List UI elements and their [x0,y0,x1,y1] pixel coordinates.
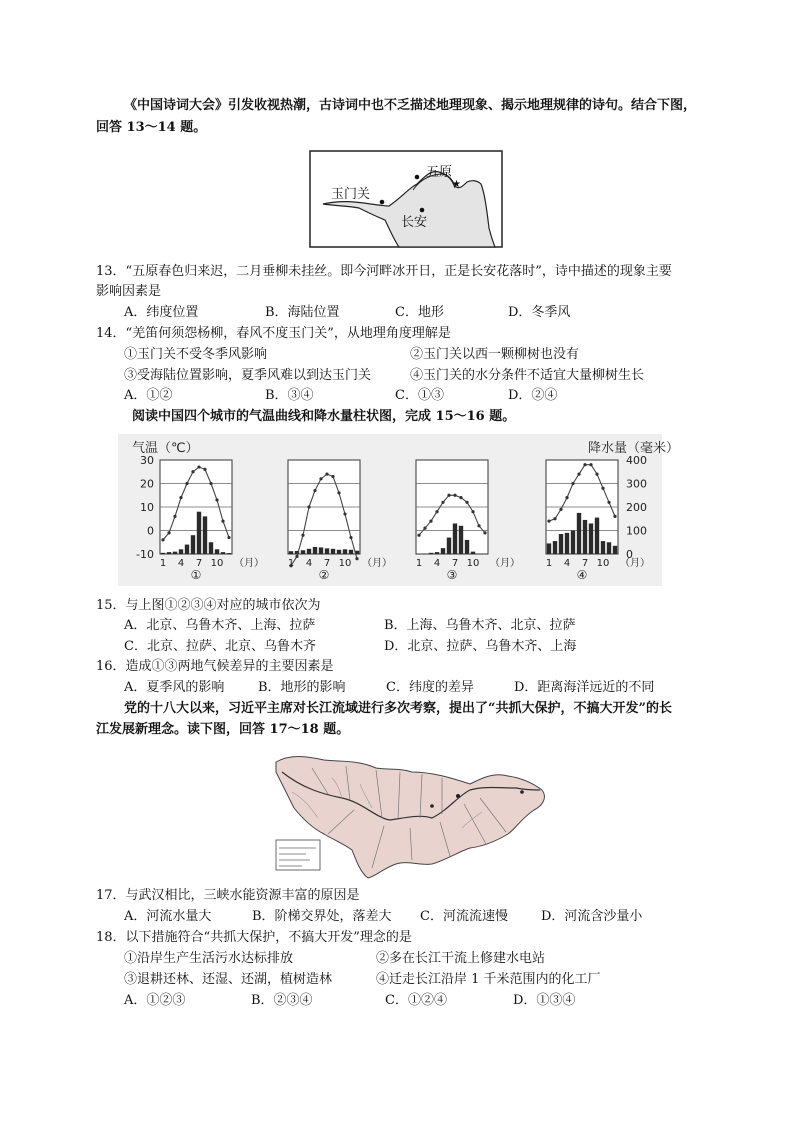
month-tick-label: 7 [195,558,203,569]
precipitation-bar [453,523,457,554]
precipitation-bar [173,552,177,554]
yangtze-basin-map [272,748,552,880]
q14-statement-3: ③受海陆位置影响，夏季风难以到达玉门关 [124,368,372,383]
precipitation-axis-label: 降水量（毫米） [588,441,680,456]
temperature-point [453,494,456,497]
temperature-point [441,501,444,504]
q14-statement-4: ④玉门关的水分条件不适宜大量柳树生长 [410,368,645,383]
precipitation-bar [337,550,341,554]
temperature-axis-label: 气温（℃） [132,441,199,456]
precipitation-bar [343,549,347,554]
precipitation-bar [553,541,557,554]
yichang-dot [430,804,434,808]
month-tick-label: 10 [210,558,224,569]
q14-option-d: D．②④ [508,388,558,403]
month-unit-label: （月） [490,558,520,569]
precipitation-bar [607,542,611,554]
temperature-point [307,505,310,508]
temperature-point [477,524,480,527]
intro-17-18-line1: 党的十八大以来，习近平主席对长江流域进行多次考察，提出了“共抓大保护，不搞大开发”的长 [124,701,672,716]
temperature-point [301,534,304,537]
month-tick-label: 4 [563,558,571,569]
q17-option-d: D．河流含沙量小 [541,909,643,924]
temperature-point [337,491,340,494]
precipitation-bar [331,549,335,554]
q13-option-d: D．冬季风 [508,305,571,320]
precipitation-bar [589,523,593,554]
q14-statement-2: ②玉门关以西一颗柳树也没有 [410,347,580,362]
precipitation-bar [471,552,475,554]
temperature-point [221,520,224,523]
temperature-point [423,527,426,530]
precipitation-bar [559,534,563,554]
q13-option-c: C．地形 [395,305,444,320]
temperature-point [595,473,598,476]
temperature-point [447,494,450,497]
panel-number-label: ③ [446,568,458,582]
temperature-point [203,468,206,471]
temperature-point [161,538,164,541]
q13-option-b: B．海陆位置 [265,305,340,320]
month-tick-label: 10 [338,558,352,569]
precipitation-bar [167,552,171,554]
precipitation-bar [447,538,451,554]
month-tick-label: 1 [287,558,295,569]
q15-option-c: C．北京、拉萨、北京、乌鲁木齐 [124,639,316,654]
precipitation-bar [301,550,305,554]
precipitation-bar [435,552,439,554]
precipitation-bar [313,547,317,554]
precipitation-bar [197,512,201,554]
temperature-point [613,515,616,518]
q13-option-a: A．纬度位置 [124,305,199,320]
temperature-point [553,517,556,520]
temperature-point [435,510,438,513]
precipitation-bar [161,553,165,554]
temperature-point [179,496,182,499]
temperature-point [601,487,604,490]
precipitation-bar [325,548,329,554]
q18-option-d: D．①③④ [513,993,576,1008]
precipitation-bar [571,531,575,555]
temperature-tick-label: 0 [147,524,154,538]
q14-option-b: B．③④ [265,388,314,403]
temperature-point [547,520,550,523]
q14-option-a: A．①② [124,388,173,403]
precipitation-bar [583,520,587,554]
intro-13-14-line2: 回答 13～14 题。 [96,120,207,135]
precipitation-bar [565,533,569,554]
intro-13-14-line1: 《中国诗词大会》引发收视热潮，古诗词中也不乏描述地理现象、揭示地理规律的诗句。结合下图， [124,98,697,113]
temperature-point [589,463,592,466]
precipitation-bar [203,516,207,554]
precipitation-bar [307,549,311,554]
month-unit-label: （月） [620,558,650,569]
q18-option-a: A．①②③ [124,993,186,1008]
temperature-point [459,496,462,499]
panel-number-label: ① [190,568,202,582]
month-tick-label: 1 [545,558,553,569]
changan-dot [420,208,425,213]
temperature-point [571,482,574,485]
temperature-point [209,482,212,485]
month-tick-label: 1 [159,558,167,569]
precipitation-bar [319,547,323,554]
precipitation-bar [221,552,225,554]
wuhan-dot [456,794,460,798]
precipitation-bar [429,553,433,554]
q15-option-a: A．北京、乌鲁木齐、上海、拉萨 [124,618,316,633]
precipitation-bar [185,545,189,554]
temperature-tick-label: 10 [140,501,154,514]
precipitation-bar [215,549,219,554]
precipitation-bar [179,549,183,554]
q18-option-c: C．①②④ [385,993,447,1008]
month-unit-label: （月） [362,558,392,569]
q13-stem-line2: 影响因素是 [96,284,162,299]
precipitation-bar [289,551,293,554]
precipitation-bar [601,541,605,554]
yumenguan-dot [380,200,385,205]
precipitation-tick-label: 200 [626,501,647,514]
q16-option-c: C．纬度的差异 [386,680,474,695]
precipitation-bar [547,543,551,554]
temperature-point [319,477,322,480]
temperature-point [349,536,352,539]
precipitation-bar [595,518,599,554]
month-tick-label: 4 [305,558,313,569]
intro-17-18-line2: 江发展新理念。读下图，回答 17～18 题。 [96,722,350,737]
q16-option-a: A．夏季风的影响 [124,680,225,695]
temperature-point [483,531,486,534]
q13-stem-line1: 13．“五原春色归来迟，二月垂柳未挂丝。即今河畔冰开日，正是长安花落时”，诗中描述的现象主要 [96,264,672,279]
q17-option-b: B．阶梯交界处，落差大 [252,909,392,924]
precipitation-tick-label: 400 [626,454,647,467]
precipitation-tick-label: 300 [626,477,647,491]
month-tick-label: 10 [596,558,610,569]
precipitation-bar [465,540,469,554]
temperature-point [607,501,610,504]
temperature-point [465,501,468,504]
precipitation-bar [209,542,213,554]
silk-road-map [309,150,503,248]
q14-statement-1: ①玉门关不受冬季风影响 [124,347,268,362]
wuyuan-label: 五原 [426,165,453,180]
month-tick-label: 4 [433,558,441,569]
q15-stem: 15．与上图①②③④对应的城市依次为 [96,598,321,613]
q14-option-c: C．①③ [395,388,444,403]
temperature-point [565,496,568,499]
temperature-point [215,498,218,501]
q17-option-c: C．河流流速慢 [420,909,508,924]
q18-statement-3: ③退耕还林、还湿、还湖，植树造林 [124,972,333,987]
q15-option-b: B．上海、乌鲁木齐、北京、拉萨 [384,618,576,633]
month-tick-label: 1 [415,558,423,569]
q17-stem: 17．与武汉相比，三峡水能资源丰富的原因是 [96,888,360,903]
precipitation-bar [577,513,581,554]
month-tick-label: 10 [466,558,480,569]
precipitation-bar [191,535,195,554]
temperature-tick-label: 30 [140,454,154,467]
yumenguan-label: 玉门关 [331,187,371,202]
q16-option-d: D．距离海洋远近的不同 [514,680,655,695]
temperature-point [197,465,200,468]
precipitation-tick-label: 0 [626,548,633,561]
month-tick-label: 4 [177,558,185,569]
month-tick-label: 7 [581,558,589,569]
q18-option-b: B．②③④ [251,993,313,1008]
shanghai-dot [520,790,524,794]
temperature-point [173,515,176,518]
month-unit-label: （月） [234,558,264,569]
precipitation-tick-label: 100 [626,524,647,538]
q18-statement-4: ④迁走长江沿岸 1 千米范围内的化工厂 [376,972,601,987]
panel-number-label: ② [318,568,330,582]
temperature-point [167,531,170,534]
map-legend-box [276,840,320,870]
temperature-point [313,489,316,492]
month-tick-label: 7 [323,558,331,569]
temperature-point [577,473,580,476]
temperature-point [185,482,188,485]
q18-stem: 18．以下措施符合“共抓大保护，不搞大开发”理念的是 [96,930,412,945]
wuyuan-dot [415,175,420,180]
temperature-point [583,463,586,466]
temperature-point [295,555,298,558]
precipitation-bar [441,548,445,554]
precipitation-bar [613,546,617,554]
temperature-tick-label: -10 [136,548,154,561]
temperature-point [343,512,346,515]
precipitation-bar [349,550,353,554]
panel-number-label: ④ [576,568,588,582]
changan-label: 长安 [401,215,428,230]
temperature-point [325,473,328,476]
temperature-point [227,536,230,539]
q14-stem: 14．“羌笛何须怨杨柳，春风不度玉门关”，从地理角度理解是 [96,326,451,341]
temperature-point [191,470,194,473]
temperature-point [559,508,562,511]
temperature-point [331,475,334,478]
precipitation-bar [227,553,231,554]
temperature-point [471,510,474,513]
climate-charts [118,434,680,586]
intro-15-16: 阅读中国四个城市的气温曲线和降水量柱状图，完成 15～16 题。 [132,409,516,424]
q16-option-b: B．地形的影响 [258,680,346,695]
temperature-tick-label: 20 [140,477,154,491]
wuyuan-star-icon: ★ [452,179,461,190]
precipitation-bar [459,526,463,554]
q17-option-a: A．河流水量大 [124,909,212,924]
q18-statement-1: ①沿岸生产生活污水达标排放 [124,951,294,966]
temperature-point [429,520,432,523]
temperature-point [417,534,420,537]
q18-statement-2: ②多在长江干流上修建水电站 [376,951,546,966]
q15-option-d: D．北京、拉萨、乌鲁木齐、上海 [384,639,577,654]
q16-stem: 16．造成①③两地气候差异的主要因素是 [96,659,334,674]
temperature-point [355,557,358,560]
month-tick-label: 7 [451,558,459,569]
